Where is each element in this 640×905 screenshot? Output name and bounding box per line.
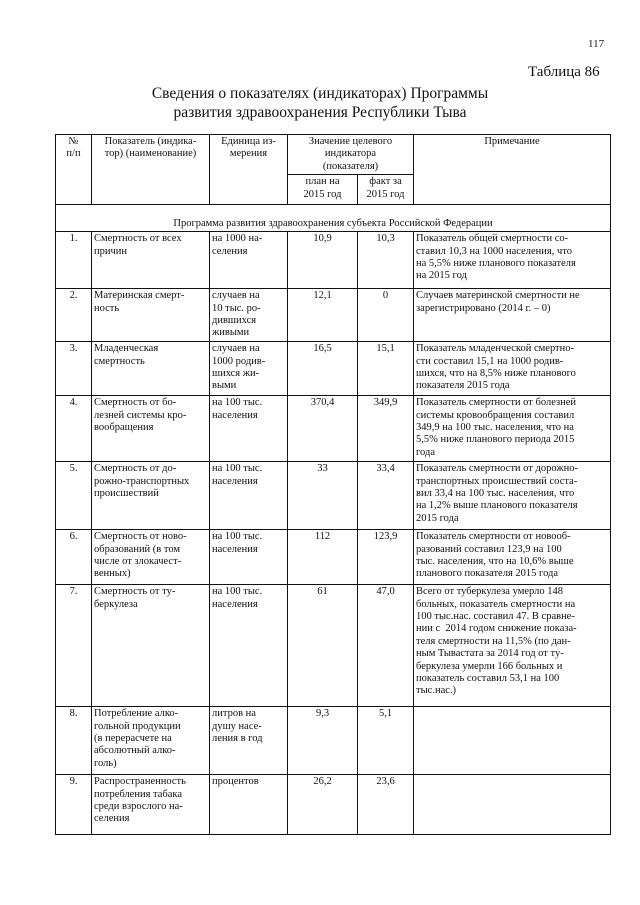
plan-value: 26,2 <box>288 775 358 835</box>
fact-value: 5,1 <box>358 707 414 775</box>
table-label: Таблица 86 <box>528 64 600 80</box>
header-indicator: Показатель (индика- тор) (наименование) <box>92 135 210 205</box>
indicator-name: Распространенность потребления табака среди взрослого на- селения <box>92 775 210 835</box>
plan-value: 10,9 <box>288 232 358 289</box>
indicator-name: Материнская смерт- ность <box>92 289 210 342</box>
fact-value: 33,4 <box>358 462 414 530</box>
fact-value: 0 <box>358 289 414 342</box>
indicator-name: Смертность от бо- лезней системы кро- вообращения <box>92 396 210 462</box>
document-title <box>0 84 640 122</box>
row-number: 7. <box>56 585 92 707</box>
unit-of-measure: случаев на 10 тыс. ро- дившихся живыми <box>210 289 288 342</box>
unit-of-measure: случаев на 1000 родив- шихся жи- выми <box>210 342 288 396</box>
header-plan: план на 2015 год <box>288 175 358 205</box>
fact-value: 10,3 <box>358 232 414 289</box>
plan-value: 16,5 <box>288 342 358 396</box>
fact-value: 123,9 <box>358 530 414 585</box>
unit-of-measure: на 1000 на- селения <box>210 232 288 289</box>
indicator-name: Потребление алко- гольной продукции (в перерасчете на абсолютный алко- голь) <box>92 707 210 775</box>
header-note: Примечание <box>414 135 611 205</box>
unit-of-measure: на 100 тыс. населения <box>210 462 288 530</box>
indicator-name: Смертность от всех причин <box>92 232 210 289</box>
fact-value: 15,1 <box>358 342 414 396</box>
header-target: Значение целевого индикатора (показателя) <box>288 135 414 175</box>
note-text: Показатель общей смертности со- ставил 10,3 на 1000 населения, что на 5,5% ниже планового показателя на 2015 год <box>414 232 611 289</box>
note-text <box>414 707 611 775</box>
plan-value: 370,4 <box>288 396 358 462</box>
unit-of-measure: на 100 тыс. населения <box>210 585 288 707</box>
header-fact: факт за 2015 год <box>358 175 414 205</box>
fact-value: 23,6 <box>358 775 414 835</box>
page-number: 117 <box>588 38 605 50</box>
indicator-name: Младенческая смертность <box>92 342 210 396</box>
plan-value: 9,3 <box>288 707 358 775</box>
row-number: 8. <box>56 707 92 775</box>
header-unit: Единица из- мерения <box>210 135 288 205</box>
indicator-name: Смертность от ту- беркулеза <box>92 585 210 707</box>
table-row <box>56 342 611 396</box>
table-row <box>56 775 611 835</box>
table-row <box>56 530 611 585</box>
row-number: 1. <box>56 232 92 289</box>
unit-of-measure: на 100 тыс. населения <box>210 396 288 462</box>
row-number: 3. <box>56 342 92 396</box>
note-text <box>414 775 611 835</box>
table-row <box>56 289 611 342</box>
unit-of-measure: процентов <box>210 775 288 835</box>
fact-value: 47,0 <box>358 585 414 707</box>
plan-value: 12,1 <box>288 289 358 342</box>
row-number: 9. <box>56 775 92 835</box>
note-text: Показатель смертности от дорожно- транспортных происшествий соста- вил 33,4 на 100 тыс. населения, что на 1,2% выше планового показателя 2015 года <box>414 462 611 530</box>
title-line-1: Сведения о показателях (индикаторах) Программы <box>151 85 489 102</box>
note-text: Показатель смертности от новооб- разований составил 123,9 на 100 тыс. населения, что на 10,6% выше планового показателя 2015 года <box>414 530 611 585</box>
table-row <box>56 396 611 462</box>
row-number: 2. <box>56 289 92 342</box>
row-number: 6. <box>56 530 92 585</box>
indicator-name: Смертность от до- рожно-транспортных происшествий <box>92 462 210 530</box>
plan-value: 33 <box>288 462 358 530</box>
plan-value: 61 <box>288 585 358 707</box>
table-row <box>56 585 611 707</box>
unit-of-measure: литров на душу насе- ления в год <box>210 707 288 775</box>
unit-of-measure: на 100 тыс. населения <box>210 530 288 585</box>
plan-value: 112 <box>288 530 358 585</box>
table-row <box>56 707 611 775</box>
note-text: Случаев материнской смертности не зарегистрировано (2014 г. – 0) <box>414 289 611 342</box>
indicator-name: Смертность от ново- образований (в том числе от злокачест- венных) <box>92 530 210 585</box>
note-text: Всего от туберкулеза умерло 148 больных, показатель смертности на 100 тыс.нас. составил 47. В сравне- нии с 2014 годом снижение показа- теля смертности на 11,5% (по дан- ным Тывастата за 2014 год от ту- беркулеза умерли 166 больных и показатель составил 53,1 на 100 тыс.нас.) <box>414 585 611 707</box>
note-text: Показатель младенческой смертно- сти составил 15,1 на 1000 родив- шихся, что на 8,5% ниже планового показателя 2015 года <box>414 342 611 396</box>
row-number: 5. <box>56 462 92 530</box>
fact-value: 349,9 <box>358 396 414 462</box>
table-row <box>56 232 611 289</box>
section-title: Программа развития здравоохранения субъекта Российской Федерации <box>56 205 611 232</box>
header-num: № п/п <box>56 135 92 205</box>
table-row <box>56 462 611 530</box>
row-number: 4. <box>56 396 92 462</box>
title-line-2: развития здравоохранения Республики Тыва <box>173 104 467 121</box>
note-text: Показатель смертности от болезней системы кровообращения составил 349,9 на 100 тыс. населения, что на 5,5% ниже планового периода 2015 года <box>414 396 611 462</box>
indicators-table <box>55 134 611 835</box>
